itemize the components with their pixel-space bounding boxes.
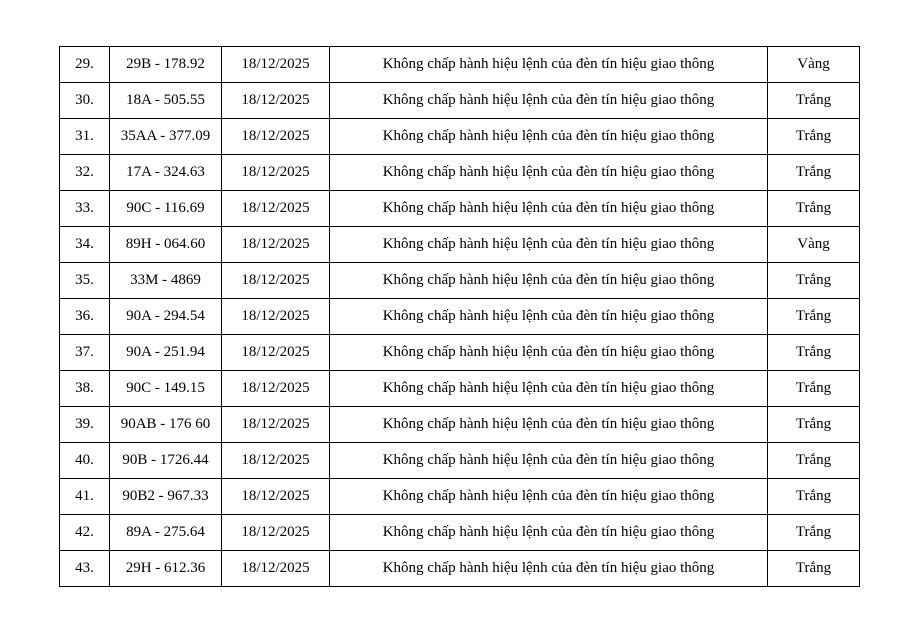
row-index: 34. bbox=[60, 227, 110, 263]
table-row bbox=[60, 47, 860, 83]
plate-color: Trắng bbox=[768, 335, 860, 371]
violation-description: Không chấp hành hiệu lệnh của đèn tín hiệu giao thông bbox=[330, 191, 768, 227]
table-row bbox=[60, 227, 860, 263]
violation-date: 18/12/2025 bbox=[222, 299, 330, 335]
license-plate: 90A - 251.94 bbox=[110, 335, 222, 371]
violations-table bbox=[59, 46, 860, 587]
violation-description: Không chấp hành hiệu lệnh của đèn tín hiệu giao thông bbox=[330, 551, 768, 587]
table-row bbox=[60, 83, 860, 119]
license-plate: 18A - 505.55 bbox=[110, 83, 222, 119]
violation-description: Không chấp hành hiệu lệnh của đèn tín hiệu giao thông bbox=[330, 515, 768, 551]
table-row bbox=[60, 551, 860, 587]
violations-table-container bbox=[59, 46, 859, 587]
violation-date: 18/12/2025 bbox=[222, 191, 330, 227]
license-plate: 90B - 1726.44 bbox=[110, 443, 222, 479]
license-plate: 89A - 275.64 bbox=[110, 515, 222, 551]
violation-date: 18/12/2025 bbox=[222, 83, 330, 119]
table-row bbox=[60, 191, 860, 227]
row-index: 41. bbox=[60, 479, 110, 515]
license-plate: 90C - 149.15 bbox=[110, 371, 222, 407]
violation-date: 18/12/2025 bbox=[222, 551, 330, 587]
row-index: 37. bbox=[60, 335, 110, 371]
row-index: 30. bbox=[60, 83, 110, 119]
row-index: 35. bbox=[60, 263, 110, 299]
plate-color: Trắng bbox=[768, 479, 860, 515]
table-row bbox=[60, 443, 860, 479]
table-row bbox=[60, 407, 860, 443]
row-index: 36. bbox=[60, 299, 110, 335]
license-plate: 90C - 116.69 bbox=[110, 191, 222, 227]
violation-date: 18/12/2025 bbox=[222, 479, 330, 515]
violation-date: 18/12/2025 bbox=[222, 407, 330, 443]
license-plate: 33M - 4869 bbox=[110, 263, 222, 299]
plate-color: Trắng bbox=[768, 443, 860, 479]
row-index: 32. bbox=[60, 155, 110, 191]
violation-date: 18/12/2025 bbox=[222, 227, 330, 263]
license-plate: 90AB - 176 60 bbox=[110, 407, 222, 443]
plate-color: Trắng bbox=[768, 83, 860, 119]
license-plate: 90B2 - 967.33 bbox=[110, 479, 222, 515]
violation-description: Không chấp hành hiệu lệnh của đèn tín hiệu giao thông bbox=[330, 119, 768, 155]
violation-description: Không chấp hành hiệu lệnh của đèn tín hiệu giao thông bbox=[330, 47, 768, 83]
table-row bbox=[60, 371, 860, 407]
row-index: 43. bbox=[60, 551, 110, 587]
plate-color: Vàng bbox=[768, 227, 860, 263]
license-plate: 35AA - 377.09 bbox=[110, 119, 222, 155]
violation-description: Không chấp hành hiệu lệnh của đèn tín hiệu giao thông bbox=[330, 479, 768, 515]
row-index: 38. bbox=[60, 371, 110, 407]
license-plate: 17A - 324.63 bbox=[110, 155, 222, 191]
violation-date: 18/12/2025 bbox=[222, 371, 330, 407]
violation-date: 18/12/2025 bbox=[222, 263, 330, 299]
violation-description: Không chấp hành hiệu lệnh của đèn tín hiệu giao thông bbox=[330, 155, 768, 191]
violation-description: Không chấp hành hiệu lệnh của đèn tín hiệu giao thông bbox=[330, 227, 768, 263]
license-plate: 89H - 064.60 bbox=[110, 227, 222, 263]
row-index: 33. bbox=[60, 191, 110, 227]
plate-color: Trắng bbox=[768, 371, 860, 407]
violation-description: Không chấp hành hiệu lệnh của đèn tín hiệu giao thông bbox=[330, 263, 768, 299]
plate-color: Trắng bbox=[768, 119, 860, 155]
plate-color: Vàng bbox=[768, 47, 860, 83]
table-row bbox=[60, 119, 860, 155]
violation-description: Không chấp hành hiệu lệnh của đèn tín hiệu giao thông bbox=[330, 371, 768, 407]
table-row bbox=[60, 515, 860, 551]
violation-description: Không chấp hành hiệu lệnh của đèn tín hiệu giao thông bbox=[330, 83, 768, 119]
license-plate: 29H - 612.36 bbox=[110, 551, 222, 587]
row-index: 31. bbox=[60, 119, 110, 155]
violation-description: Không chấp hành hiệu lệnh của đèn tín hiệu giao thông bbox=[330, 443, 768, 479]
violation-description: Không chấp hành hiệu lệnh của đèn tín hiệu giao thông bbox=[330, 335, 768, 371]
row-index: 29. bbox=[60, 47, 110, 83]
violation-date: 18/12/2025 bbox=[222, 515, 330, 551]
table-row bbox=[60, 479, 860, 515]
table-row bbox=[60, 335, 860, 371]
plate-color: Trắng bbox=[768, 515, 860, 551]
plate-color: Trắng bbox=[768, 191, 860, 227]
plate-color: Trắng bbox=[768, 299, 860, 335]
table-row bbox=[60, 155, 860, 191]
violation-description: Không chấp hành hiệu lệnh của đèn tín hiệu giao thông bbox=[330, 407, 768, 443]
plate-color: Trắng bbox=[768, 155, 860, 191]
violation-description: Không chấp hành hiệu lệnh của đèn tín hiệu giao thông bbox=[330, 299, 768, 335]
plate-color: Trắng bbox=[768, 407, 860, 443]
plate-color: Trắng bbox=[768, 263, 860, 299]
violations-table-body bbox=[60, 47, 860, 587]
license-plate: 90A - 294.54 bbox=[110, 299, 222, 335]
row-index: 40. bbox=[60, 443, 110, 479]
license-plate: 29B - 178.92 bbox=[110, 47, 222, 83]
row-index: 42. bbox=[60, 515, 110, 551]
row-index: 39. bbox=[60, 407, 110, 443]
violation-date: 18/12/2025 bbox=[222, 47, 330, 83]
table-row bbox=[60, 299, 860, 335]
violation-date: 18/12/2025 bbox=[222, 119, 330, 155]
violation-date: 18/12/2025 bbox=[222, 155, 330, 191]
violation-date: 18/12/2025 bbox=[222, 443, 330, 479]
table-row bbox=[60, 263, 860, 299]
violation-date: 18/12/2025 bbox=[222, 335, 330, 371]
plate-color: Trắng bbox=[768, 551, 860, 587]
